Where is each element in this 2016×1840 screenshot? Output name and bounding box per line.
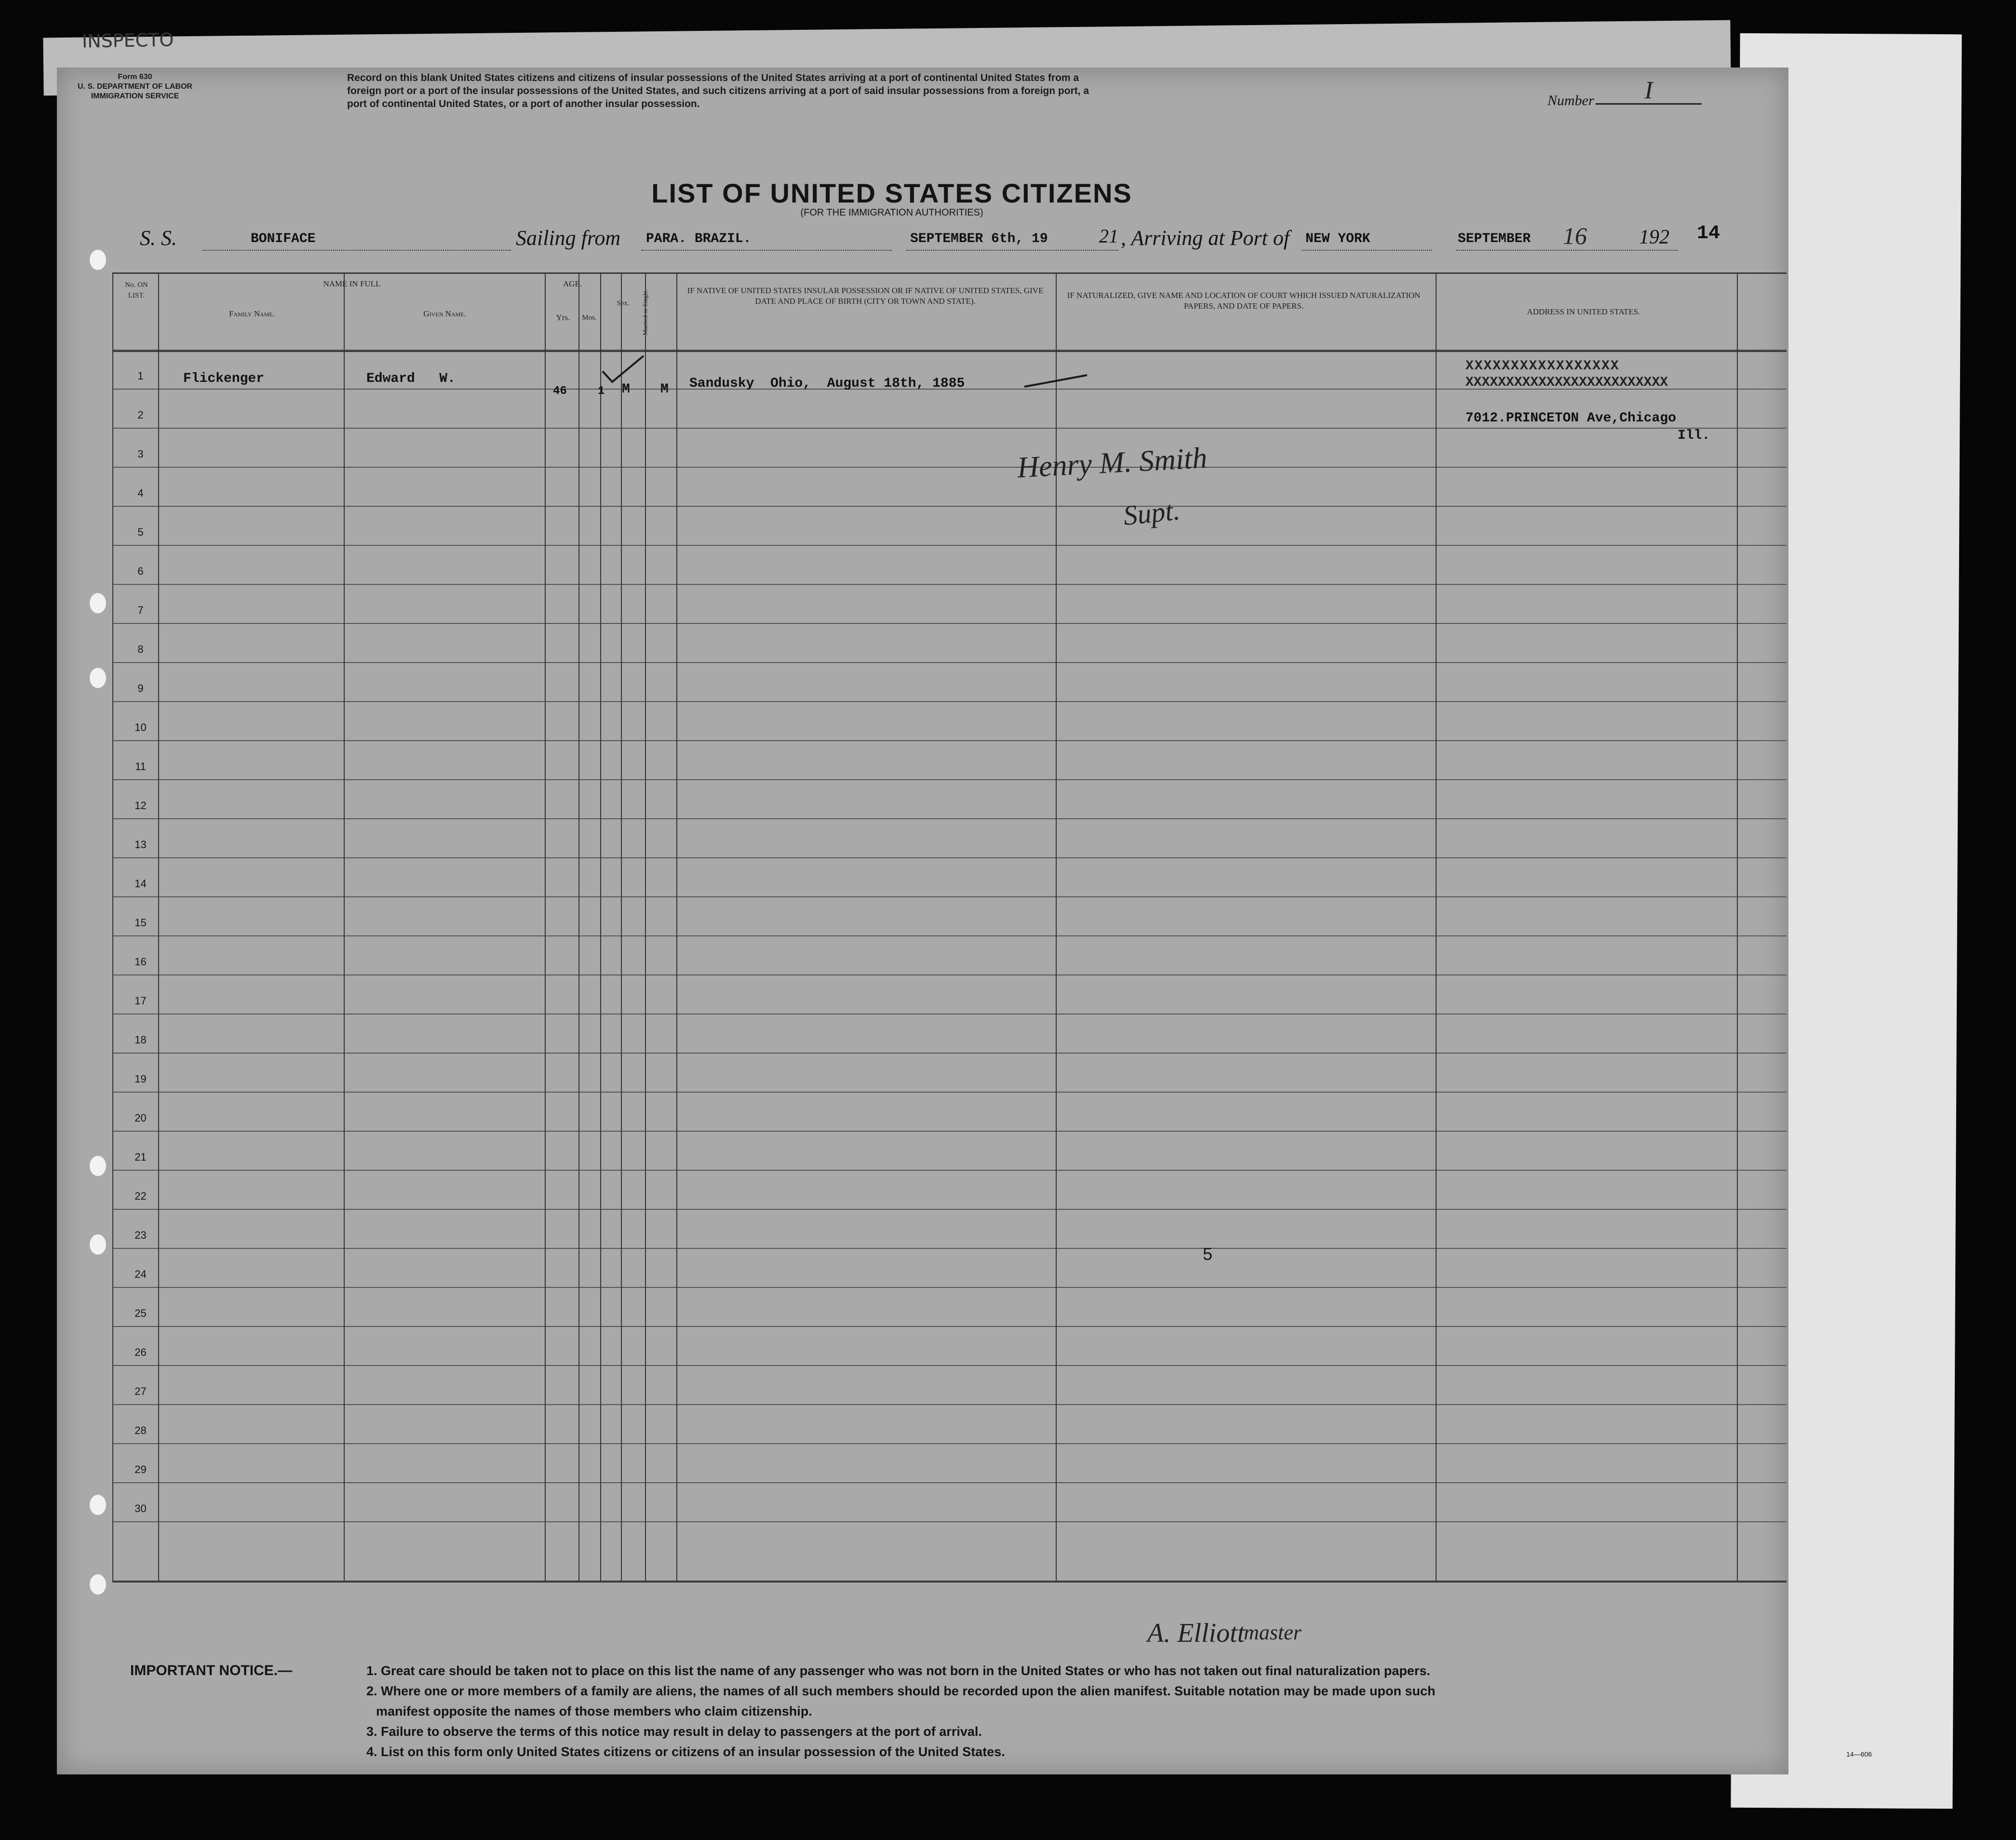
punch-hole (90, 668, 106, 688)
entry-address: 7012.PRINCETON Ave,Chicago (1465, 411, 1676, 426)
punch-hole (90, 1574, 106, 1595)
row-number: 5 (137, 526, 144, 538)
instructions (347, 71, 1475, 110)
col-line (676, 272, 677, 1582)
arrival-day: 16 (1563, 222, 1587, 249)
header-no: No. ON LIST. (125, 281, 148, 299)
row-line (112, 896, 1787, 897)
row-line (112, 1326, 1787, 1327)
number-label: Number (1547, 93, 1594, 108)
header-address: ADDRESS IN UNITED STATES. (1527, 307, 1640, 316)
from-field (641, 230, 892, 251)
arrival-month: SEPTEMBER (1458, 231, 1531, 246)
row-number: 29 (134, 1463, 147, 1475)
table-border-bottom (112, 1581, 1787, 1583)
arrival-date-field (1456, 222, 1678, 251)
row-number: 10 (134, 721, 147, 733)
row-number: 3 (137, 448, 144, 460)
header-age: AGE. (563, 279, 582, 288)
row-number: 18 (134, 1034, 147, 1046)
from-port: PARA. BRAZIL. (646, 231, 752, 246)
row-line (112, 1482, 1787, 1483)
form-identifier (53, 72, 217, 101)
row-line (112, 1287, 1787, 1288)
row-number: 25 (134, 1307, 147, 1319)
arriving-label: , Arriving at Port of (1121, 226, 1290, 250)
row-line (112, 545, 1787, 546)
header-given-name: Given Name. (423, 309, 466, 318)
header-naturalized: IF NATURALIZED, GIVE NAME AND LOCATION OF COURT WHICH ISSUED NATURALIZATION PAPERS, AND DATE OF PAPERS. (1067, 291, 1421, 311)
row-number: 20 (134, 1112, 147, 1124)
row-line (112, 1443, 1787, 1444)
entry-birth: Sandusky Ohio, August 18th, 1885 (689, 376, 965, 391)
page-mark: 5 (1203, 1244, 1213, 1264)
supt-title: Supt. (1121, 494, 1182, 531)
row-number: 24 (134, 1268, 147, 1280)
entry-sex: M (622, 382, 630, 397)
row-line (112, 935, 1787, 936)
folder-tab-label: INSPECTO (81, 29, 174, 52)
entry-address-struck: XXXXXXXXXXXXXXXXXXXXXXXXX (1465, 375, 1668, 390)
row-number: 17 (134, 995, 147, 1007)
row-number: 23 (134, 1229, 147, 1241)
row-number: 14 (134, 878, 147, 890)
notice-heading: IMPORTANT NOTICE.— (130, 1663, 293, 1678)
col-line (1737, 272, 1738, 1582)
row-line (112, 1014, 1787, 1015)
notice-item-4: 4. List on this form only United States citizens or citizens of an insular possession of the United States. (366, 1745, 1005, 1759)
master-signature: A. Elliott (1147, 1618, 1245, 1648)
row-line (112, 974, 1787, 975)
row-line (112, 467, 1787, 468)
row-number: 8 (137, 643, 144, 655)
master-title: master (1244, 1621, 1302, 1644)
ship-name: BONIFACE (251, 231, 316, 246)
row-line (112, 1209, 1787, 1210)
notice-item-2: 2. Where one or more members of a family are aliens, the names of all such members should be recorded upon the alien manifest. Suitable notation may be made upon such (366, 1684, 1436, 1698)
year-suffix: 14 (1697, 223, 1720, 244)
col-line (344, 272, 345, 1582)
row-line (112, 857, 1787, 858)
row-number: 30 (134, 1502, 147, 1515)
col-line (600, 272, 601, 1582)
notice-item-2-cont: manifest opposite the names of those members who claim citizenship. (376, 1704, 812, 1718)
port-field (1302, 230, 1432, 251)
row-line (112, 1404, 1787, 1405)
col-line (1436, 272, 1437, 1582)
ss-label: S. S. (140, 226, 177, 250)
row-line (112, 1053, 1787, 1054)
row-line (112, 1170, 1787, 1171)
row-line (112, 1131, 1787, 1132)
header-sex: Sex. (617, 299, 630, 307)
header-married: Married or Single. (641, 289, 649, 336)
important-notice (130, 1661, 1750, 1772)
sail-year: 21 (1099, 225, 1118, 247)
row-number: 7 (137, 604, 144, 616)
header-family-name: Family Name. (228, 309, 275, 318)
sailing-label: Sailing from (516, 226, 621, 250)
row-number: 15 (134, 917, 147, 929)
row-number: 27 (134, 1385, 147, 1397)
row-number: 6 (137, 565, 144, 577)
notice-item-1: 1. Great care should be taken not to place on this list the name of any passenger who was not born in the United States or who has not taken out final naturalization papers. (366, 1664, 1430, 1678)
row-line (112, 1365, 1787, 1366)
punch-hole (90, 1495, 106, 1515)
row-number: 1 (137, 370, 144, 382)
row-line (112, 506, 1787, 507)
header-mos: Mos. (582, 314, 597, 322)
row-line (112, 779, 1787, 780)
row-number: 19 (134, 1073, 147, 1085)
row-number: 22 (134, 1190, 147, 1202)
page-title: LIST OF UNITED STATES CITIZENS (651, 178, 1132, 208)
row-number: 9 (137, 682, 144, 694)
entry-family-name: Flickenger (183, 371, 265, 386)
punch-hole (90, 593, 106, 613)
notice-item-3: 3. Failure to observe the terms of this notice may result in delay to passengers at the port of arrival. (366, 1724, 982, 1739)
dash-mark (1022, 371, 1089, 391)
sail-date-field (906, 225, 1118, 251)
row-line (112, 350, 1787, 351)
instruction-line: port of continental United States, or a port of another insular possession. (347, 98, 700, 109)
header-native: IF NATIVE OF UNITED STATES INSULAR POSSESSION OR IF NATIVE OF UNITED STATES, GIVE DATE AND PLACE OF BIRTH (CITY OR TOWN AND STATE). (687, 286, 1044, 306)
instruction-line: foreign port or a port of the insular possessions of the United States, and such citizens arriving at a port of said insular possessions from a foreign port, a (347, 85, 1089, 96)
form-number: Form 630 (118, 73, 152, 81)
punch-hole (90, 1234, 106, 1255)
entry-given-name: Edward W. (366, 371, 456, 386)
row-line (112, 1092, 1787, 1093)
row-number: 11 (135, 760, 146, 772)
row-number: 28 (134, 1424, 147, 1436)
entry-address-struck: XXXXXXXXXXXXXXXXX (1465, 359, 1620, 374)
entry-address-state: Ill. (1678, 428, 1710, 443)
entry-married: M (660, 382, 669, 397)
supt-signature: Henry M. Smith (1016, 441, 1208, 485)
row-line (112, 740, 1787, 741)
col-line (645, 272, 646, 1582)
manifest-table (112, 272, 1787, 1582)
sail-date: SEPTEMBER 6th, 19 (910, 231, 1048, 246)
arrival-port: NEW YORK (1305, 231, 1371, 246)
service: IMMIGRATION SERVICE (91, 92, 179, 100)
department: U. S. DEPARTMENT OF LABOR (78, 82, 192, 91)
row-number: 12 (134, 799, 147, 812)
row-number: 21 (134, 1151, 147, 1163)
entry-age-years: 46 (553, 385, 567, 398)
row-line (112, 428, 1787, 429)
page-subtitle: (FOR THE IMMIGRATION AUTHORITIES) (800, 207, 983, 218)
row-number: 2 (137, 409, 144, 421)
punch-hole (90, 250, 106, 270)
ship-field (202, 230, 511, 251)
row-line (112, 701, 1787, 702)
col-line (578, 272, 579, 1582)
arrival-year: 192 (1639, 226, 1669, 248)
row-number: 13 (134, 839, 147, 851)
check-mark (598, 352, 651, 386)
row-number: 16 (134, 956, 147, 968)
row-line (112, 1521, 1787, 1522)
number-value: I (1596, 76, 1702, 105)
col-line (621, 272, 622, 1582)
punch-hole (90, 1156, 106, 1176)
row-line (112, 1248, 1787, 1249)
entry-age-months: 1 (598, 385, 605, 398)
row-number: 4 (137, 487, 144, 499)
table-border-top (112, 272, 1787, 274)
row-line (112, 662, 1787, 663)
header-yrs: Yrs. (556, 313, 570, 322)
col-line (545, 272, 546, 1582)
header-name-in-full: NAME IN FULL (323, 279, 381, 288)
instruction-line: Record on this blank United States citizens and citizens of insular possessions of the United States arriving at a port of continental United States from a (347, 72, 1079, 83)
row-number: 26 (134, 1346, 147, 1358)
print-code: 14—606 (1846, 1750, 1872, 1758)
row-line (112, 623, 1787, 624)
row-line (112, 818, 1787, 819)
row-line (112, 584, 1787, 585)
